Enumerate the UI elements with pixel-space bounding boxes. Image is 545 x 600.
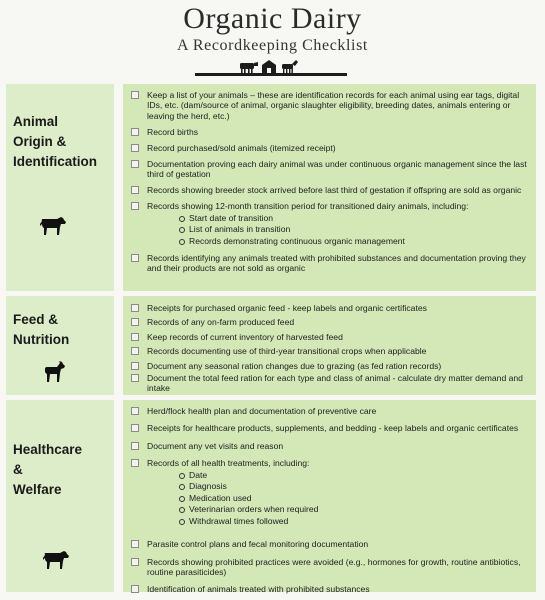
bullet-icon [179, 507, 185, 513]
checkbox[interactable] [131, 254, 139, 262]
sub-item: Medication used [179, 493, 530, 505]
section-checklist-panel [123, 400, 536, 595]
bullet-icon [179, 519, 185, 525]
sub-item: Start date of transition [179, 213, 530, 225]
checklist-item[interactable]: Record births [131, 127, 530, 137]
bullet-icon [179, 496, 185, 502]
section-title: Animal Origin & Identification [13, 114, 97, 169]
cow-icon [39, 216, 67, 236]
checkbox[interactable] [131, 558, 139, 566]
checkbox[interactable] [131, 407, 139, 415]
checklist-item[interactable]: Record purchased/sold animals (itemized receipt) [131, 143, 530, 153]
checklist-item[interactable]: Records of any on-farm produced feed [131, 317, 530, 327]
checkbox[interactable] [131, 186, 139, 194]
checkbox[interactable] [131, 374, 139, 382]
section-healthcare-welfare [6, 400, 536, 595]
bullet-icon [179, 216, 185, 222]
sub-item: Withdrawal times followed [179, 516, 530, 528]
checkbox[interactable] [131, 585, 139, 593]
sub-list [147, 470, 530, 528]
sub-item: Date [179, 470, 530, 482]
bullet-icon [179, 473, 185, 479]
checklist-item[interactable]: Records of all health treatments, including: Date Diagnosis Medication used Veterinarian orders when required Withdrawal times followed [131, 458, 530, 527]
checklist-item[interactable]: Receipts for purchased organic feed - keep labels and organic certificates [131, 303, 530, 313]
checkbox[interactable] [131, 424, 139, 432]
checklist-item[interactable]: Document any seasonal ration changes due to grazing (as fed ration records) [131, 361, 530, 371]
checklist-item[interactable]: Keep a list of your animals – these are identification records for each animal using ear tags, digital IDs, etc. (dam/source of animal, organic slaughter eligibility, breeding dates, animals entering or leaving the herd, etc.) [131, 90, 530, 121]
checkbox[interactable] [131, 202, 139, 210]
checkbox[interactable] [131, 333, 139, 341]
checklist-item[interactable]: Records documenting use of third-year transitional crops when applicable [131, 346, 530, 356]
bullet-icon [179, 484, 185, 490]
sub-item: Diagnosis [179, 481, 530, 493]
checkbox[interactable] [131, 347, 139, 355]
checklist-item[interactable]: Records identifying any animals treated with prohibited substances and documentation proving they and their products are not sold as organic [131, 253, 530, 274]
section-label-panel [6, 296, 114, 395]
page-subtitle: A Recordkeeping Checklist [177, 37, 368, 54]
checklist-item[interactable]: Records showing 12-month transition period for transitioned dairy animals, including: Start date of transition List of animals in transition Records demonstrating continuous organic management [131, 201, 530, 247]
section-label-panel [6, 84, 114, 291]
section-feed-nutrition [6, 296, 536, 395]
checklist-item[interactable]: Documentation proving each dairy animal was under continuous organic management since the last third of gestation [131, 159, 530, 180]
header-animals [238, 60, 300, 74]
page-title: Organic Dairy [183, 2, 362, 35]
checklist [131, 406, 530, 600]
goat-icon [43, 361, 67, 383]
section-title: Healthcare & Welfare [13, 442, 83, 497]
checkbox[interactable] [131, 442, 139, 450]
checklist-item[interactable]: Records showing breeder stock arrived before last third of gestation if offspring are sold as organic [131, 185, 530, 195]
checklist-item[interactable]: Receipts for healthcare products, supplements, and bedding - keep labels and organic certificates [131, 423, 530, 433]
bullet-icon [179, 239, 185, 245]
checkbox[interactable] [131, 304, 139, 312]
sub-item: Veterinarian orders when required [179, 504, 530, 516]
section-checklist-panel [123, 296, 536, 395]
checkbox[interactable] [131, 128, 139, 136]
cow-icon [42, 550, 70, 570]
checklist-item[interactable]: Document the total feed ration for each type and class of animal - calculate dry matter demand and intake [131, 373, 530, 394]
checklist-item[interactable]: Document any vet visits and reason [131, 441, 530, 451]
checklist-item[interactable]: Parasite control plans and fecal monitoring documentation [131, 539, 530, 549]
section-animal-origin [6, 84, 536, 291]
goat-icon [282, 60, 298, 73]
checklist-item[interactable]: Records showing prohibited practices were avoided (e.g., hormones for growth, routine antibiotics, routine parasiticides) [131, 557, 530, 578]
section-title: Feed & Nutrition [13, 312, 70, 347]
checkbox[interactable] [131, 362, 139, 370]
checkbox[interactable] [131, 459, 139, 467]
checkbox[interactable] [131, 91, 139, 99]
cow-icon [240, 62, 258, 73]
checklist [131, 303, 530, 399]
sub-list [147, 213, 530, 248]
checkbox[interactable] [131, 318, 139, 326]
checklist-item[interactable]: Identification of animals treated with prohibited substances [131, 584, 530, 594]
section-checklist-panel [123, 84, 536, 291]
section-label-panel [6, 400, 114, 592]
bullet-icon [179, 227, 185, 233]
checklist [131, 90, 530, 279]
checkbox[interactable] [131, 540, 139, 548]
checkbox[interactable] [131, 144, 139, 152]
sub-item: List of animals in transition [179, 224, 530, 236]
barn-icon [262, 60, 276, 73]
checklist-item[interactable]: Herd/flock health plan and documentation of preventive care [131, 406, 530, 416]
checklist-item[interactable]: Keep records of current inventory of harvested feed [131, 332, 530, 342]
header-divider [195, 73, 347, 76]
checkbox[interactable] [131, 160, 139, 168]
sub-item: Records demonstrating continuous organic management [179, 236, 530, 248]
